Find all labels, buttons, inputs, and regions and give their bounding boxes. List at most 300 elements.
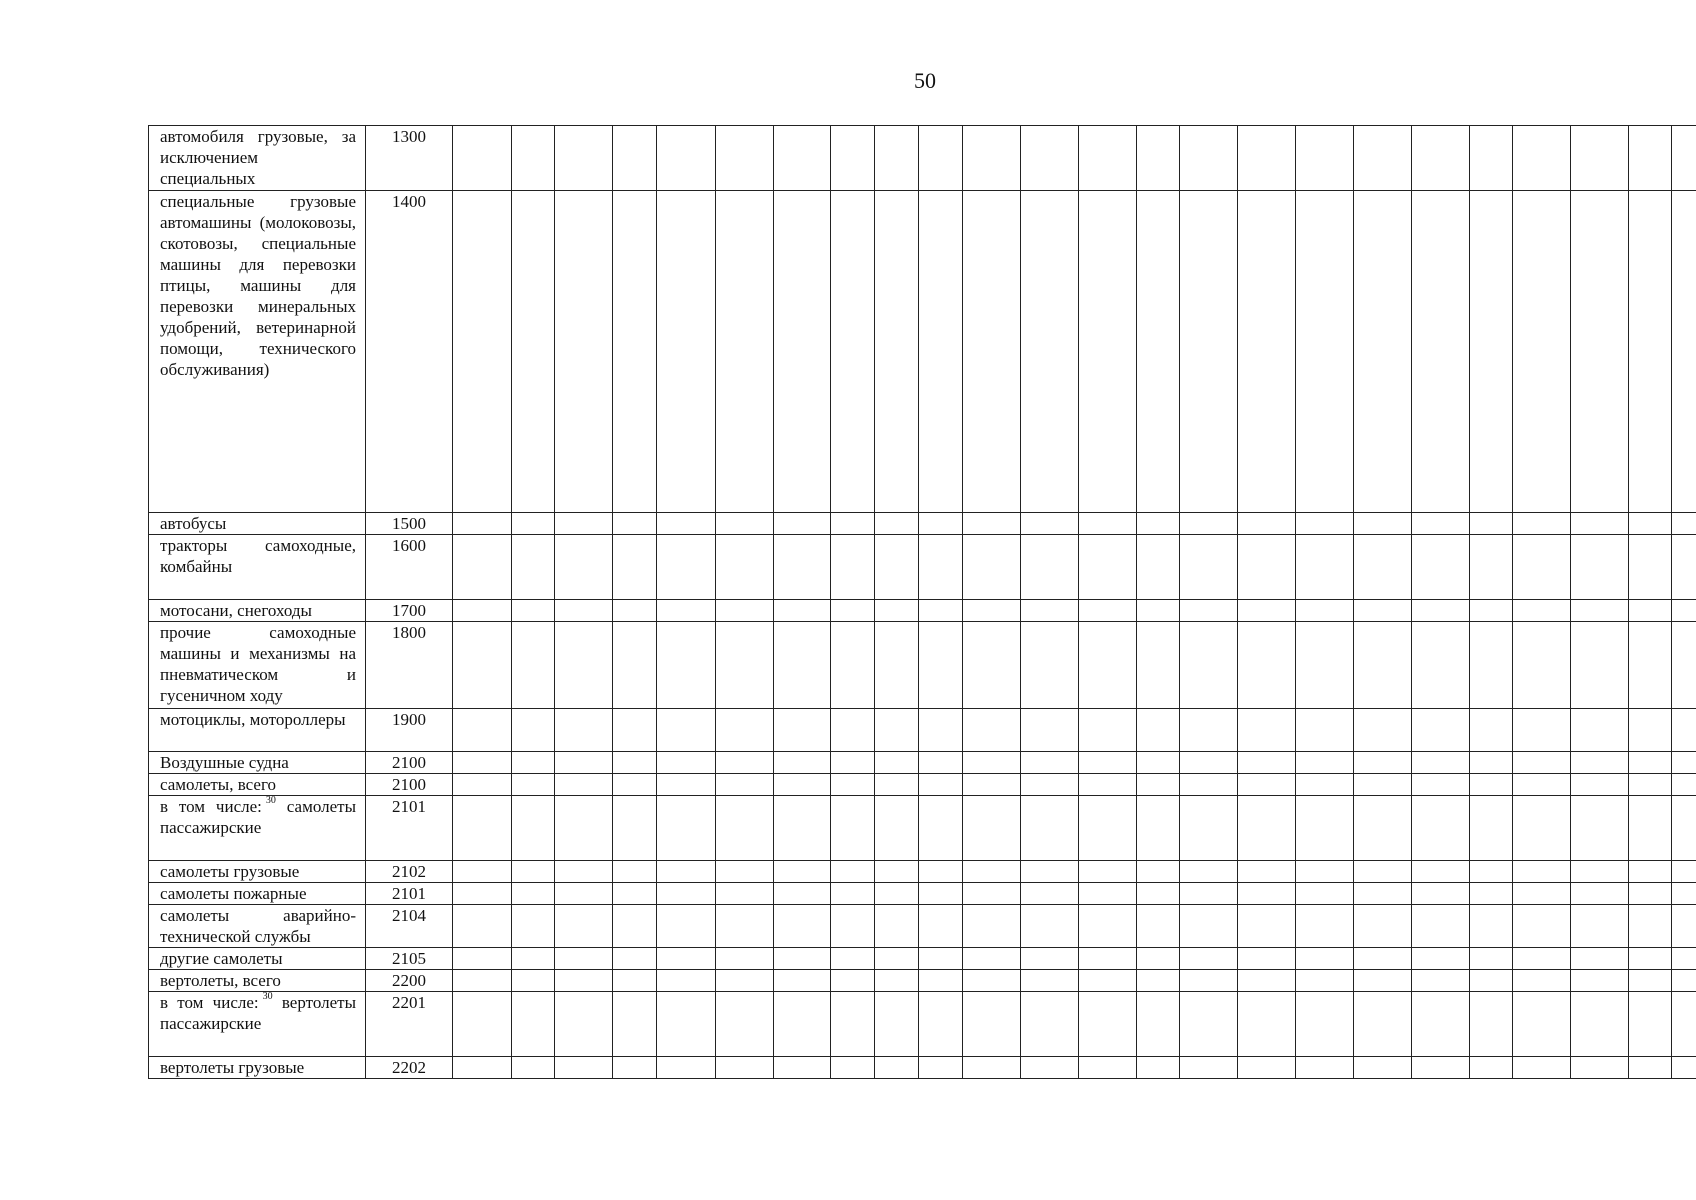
empty-cell[interactable] [512, 709, 555, 752]
empty-cell[interactable] [716, 709, 774, 752]
empty-cell[interactable] [831, 905, 875, 948]
empty-cell[interactable] [1470, 883, 1513, 905]
empty-cell[interactable] [555, 709, 613, 752]
empty-cell[interactable] [963, 600, 1021, 622]
empty-cell[interactable] [774, 752, 831, 774]
empty-cell[interactable] [555, 600, 613, 622]
empty-cell[interactable] [512, 191, 555, 513]
empty-cell[interactable] [1672, 126, 1696, 191]
empty-cell[interactable] [1238, 774, 1296, 796]
empty-cell[interactable] [1672, 1057, 1696, 1079]
empty-cell[interactable] [1296, 752, 1354, 774]
empty-cell[interactable] [1513, 535, 1571, 600]
empty-cell[interactable] [1137, 1057, 1180, 1079]
empty-cell[interactable] [1238, 883, 1296, 905]
empty-cell[interactable] [1180, 970, 1238, 992]
empty-cell[interactable] [1079, 191, 1137, 513]
empty-cell[interactable] [512, 513, 555, 535]
empty-cell[interactable] [1412, 948, 1470, 970]
empty-cell[interactable] [1672, 861, 1696, 883]
empty-cell[interactable] [1354, 861, 1412, 883]
empty-cell[interactable] [1571, 126, 1629, 191]
empty-cell[interactable] [1296, 796, 1354, 861]
empty-cell[interactable] [1412, 796, 1470, 861]
empty-cell[interactable] [1571, 948, 1629, 970]
empty-cell[interactable] [1238, 622, 1296, 709]
empty-cell[interactable] [1354, 796, 1412, 861]
empty-cell[interactable] [512, 126, 555, 191]
empty-cell[interactable] [1137, 513, 1180, 535]
empty-cell[interactable] [919, 774, 963, 796]
empty-cell[interactable] [1021, 622, 1079, 709]
empty-cell[interactable] [1238, 861, 1296, 883]
empty-cell[interactable] [613, 970, 657, 992]
empty-cell[interactable] [919, 970, 963, 992]
empty-cell[interactable] [1412, 126, 1470, 191]
empty-cell[interactable] [1629, 796, 1672, 861]
empty-cell[interactable] [963, 970, 1021, 992]
empty-cell[interactable] [555, 883, 613, 905]
empty-cell[interactable] [1629, 535, 1672, 600]
empty-cell[interactable] [613, 126, 657, 191]
empty-cell[interactable] [875, 709, 919, 752]
empty-cell[interactable] [1571, 861, 1629, 883]
empty-cell[interactable] [657, 796, 716, 861]
empty-cell[interactable] [1470, 752, 1513, 774]
empty-cell[interactable] [716, 126, 774, 191]
empty-cell[interactable] [919, 535, 963, 600]
empty-cell[interactable] [1629, 883, 1672, 905]
empty-cell[interactable] [613, 535, 657, 600]
empty-cell[interactable] [831, 126, 875, 191]
empty-cell[interactable] [831, 191, 875, 513]
empty-cell[interactable] [716, 752, 774, 774]
empty-cell[interactable] [716, 883, 774, 905]
empty-cell[interactable] [1137, 622, 1180, 709]
empty-cell[interactable] [1513, 992, 1571, 1057]
empty-cell[interactable] [1180, 535, 1238, 600]
empty-cell[interactable] [716, 535, 774, 600]
empty-cell[interactable] [1412, 191, 1470, 513]
empty-cell[interactable] [1513, 883, 1571, 905]
empty-cell[interactable] [1137, 752, 1180, 774]
empty-cell[interactable] [453, 709, 512, 752]
empty-cell[interactable] [1672, 709, 1696, 752]
empty-cell[interactable] [512, 861, 555, 883]
empty-cell[interactable] [919, 992, 963, 1057]
empty-cell[interactable] [1412, 622, 1470, 709]
empty-cell[interactable] [1296, 992, 1354, 1057]
empty-cell[interactable] [774, 970, 831, 992]
empty-cell[interactable] [1079, 774, 1137, 796]
empty-cell[interactable] [875, 126, 919, 191]
empty-cell[interactable] [919, 905, 963, 948]
empty-cell[interactable] [1412, 709, 1470, 752]
empty-cell[interactable] [1412, 905, 1470, 948]
empty-cell[interactable] [963, 513, 1021, 535]
empty-cell[interactable] [919, 883, 963, 905]
empty-cell[interactable] [1470, 1057, 1513, 1079]
empty-cell[interactable] [1180, 883, 1238, 905]
empty-cell[interactable] [1672, 622, 1696, 709]
empty-cell[interactable] [1571, 752, 1629, 774]
empty-cell[interactable] [1238, 905, 1296, 948]
empty-cell[interactable] [831, 622, 875, 709]
empty-cell[interactable] [1470, 992, 1513, 1057]
empty-cell[interactable] [875, 513, 919, 535]
empty-cell[interactable] [1238, 970, 1296, 992]
empty-cell[interactable] [1629, 513, 1672, 535]
empty-cell[interactable] [1238, 191, 1296, 513]
empty-cell[interactable] [716, 861, 774, 883]
empty-cell[interactable] [657, 126, 716, 191]
empty-cell[interactable] [657, 774, 716, 796]
empty-cell[interactable] [1238, 796, 1296, 861]
empty-cell[interactable] [875, 861, 919, 883]
empty-cell[interactable] [919, 600, 963, 622]
empty-cell[interactable] [1137, 861, 1180, 883]
empty-cell[interactable] [1180, 752, 1238, 774]
empty-cell[interactable] [613, 752, 657, 774]
empty-cell[interactable] [1296, 883, 1354, 905]
empty-cell[interactable] [1672, 948, 1696, 970]
empty-cell[interactable] [657, 1057, 716, 1079]
empty-cell[interactable] [1137, 796, 1180, 861]
empty-cell[interactable] [1571, 992, 1629, 1057]
empty-cell[interactable] [1629, 861, 1672, 883]
empty-cell[interactable] [716, 774, 774, 796]
empty-cell[interactable] [1470, 774, 1513, 796]
empty-cell[interactable] [1571, 191, 1629, 513]
empty-cell[interactable] [555, 796, 613, 861]
empty-cell[interactable] [963, 535, 1021, 600]
empty-cell[interactable] [512, 883, 555, 905]
empty-cell[interactable] [1180, 513, 1238, 535]
empty-cell[interactable] [1513, 796, 1571, 861]
empty-cell[interactable] [1571, 774, 1629, 796]
empty-cell[interactable] [1180, 905, 1238, 948]
empty-cell[interactable] [1079, 1057, 1137, 1079]
empty-cell[interactable] [1021, 535, 1079, 600]
empty-cell[interactable] [555, 126, 613, 191]
empty-cell[interactable] [831, 861, 875, 883]
empty-cell[interactable] [1137, 191, 1180, 513]
empty-cell[interactable] [1021, 513, 1079, 535]
empty-cell[interactable] [657, 883, 716, 905]
empty-cell[interactable] [716, 970, 774, 992]
empty-cell[interactable] [555, 191, 613, 513]
empty-cell[interactable] [1137, 948, 1180, 970]
empty-cell[interactable] [1021, 992, 1079, 1057]
empty-cell[interactable] [716, 622, 774, 709]
empty-cell[interactable] [716, 905, 774, 948]
empty-cell[interactable] [774, 535, 831, 600]
empty-cell[interactable] [1513, 861, 1571, 883]
empty-cell[interactable] [1079, 796, 1137, 861]
empty-cell[interactable] [1354, 709, 1412, 752]
empty-cell[interactable] [512, 992, 555, 1057]
empty-cell[interactable] [1470, 622, 1513, 709]
empty-cell[interactable] [875, 948, 919, 970]
empty-cell[interactable] [1238, 126, 1296, 191]
empty-cell[interactable] [1672, 883, 1696, 905]
empty-cell[interactable] [774, 191, 831, 513]
empty-cell[interactable] [1354, 622, 1412, 709]
empty-cell[interactable] [1137, 600, 1180, 622]
empty-cell[interactable] [1079, 513, 1137, 535]
empty-cell[interactable] [613, 513, 657, 535]
empty-cell[interactable] [1470, 513, 1513, 535]
empty-cell[interactable] [512, 796, 555, 861]
empty-cell[interactable] [1021, 774, 1079, 796]
empty-cell[interactable] [1180, 600, 1238, 622]
empty-cell[interactable] [1571, 883, 1629, 905]
empty-cell[interactable] [1238, 992, 1296, 1057]
empty-cell[interactable] [453, 774, 512, 796]
empty-cell[interactable] [1470, 861, 1513, 883]
empty-cell[interactable] [1180, 191, 1238, 513]
empty-cell[interactable] [1470, 600, 1513, 622]
empty-cell[interactable] [716, 992, 774, 1057]
empty-cell[interactable] [613, 948, 657, 970]
empty-cell[interactable] [1296, 126, 1354, 191]
empty-cell[interactable] [1180, 861, 1238, 883]
empty-cell[interactable] [555, 948, 613, 970]
empty-cell[interactable] [774, 126, 831, 191]
empty-cell[interactable] [875, 796, 919, 861]
empty-cell[interactable] [1296, 622, 1354, 709]
empty-cell[interactable] [1021, 905, 1079, 948]
empty-cell[interactable] [453, 513, 512, 535]
empty-cell[interactable] [657, 622, 716, 709]
empty-cell[interactable] [453, 796, 512, 861]
empty-cell[interactable] [1079, 948, 1137, 970]
empty-cell[interactable] [716, 513, 774, 535]
empty-cell[interactable] [1354, 992, 1412, 1057]
empty-cell[interactable] [875, 752, 919, 774]
empty-cell[interactable] [919, 948, 963, 970]
empty-cell[interactable] [1513, 774, 1571, 796]
empty-cell[interactable] [657, 905, 716, 948]
empty-cell[interactable] [1672, 535, 1696, 600]
empty-cell[interactable] [453, 191, 512, 513]
empty-cell[interactable] [613, 992, 657, 1057]
empty-cell[interactable] [1021, 861, 1079, 883]
empty-cell[interactable] [453, 1057, 512, 1079]
empty-cell[interactable] [875, 883, 919, 905]
empty-cell[interactable] [453, 126, 512, 191]
empty-cell[interactable] [875, 622, 919, 709]
empty-cell[interactable] [1470, 796, 1513, 861]
empty-cell[interactable] [1238, 948, 1296, 970]
empty-cell[interactable] [613, 191, 657, 513]
empty-cell[interactable] [1238, 513, 1296, 535]
empty-cell[interactable] [453, 992, 512, 1057]
empty-cell[interactable] [1180, 709, 1238, 752]
empty-cell[interactable] [1672, 513, 1696, 535]
empty-cell[interactable] [1354, 948, 1412, 970]
empty-cell[interactable] [1238, 1057, 1296, 1079]
empty-cell[interactable] [774, 709, 831, 752]
empty-cell[interactable] [613, 1057, 657, 1079]
empty-cell[interactable] [1513, 126, 1571, 191]
empty-cell[interactable] [919, 1057, 963, 1079]
empty-cell[interactable] [774, 774, 831, 796]
empty-cell[interactable] [963, 992, 1021, 1057]
empty-cell[interactable] [1629, 709, 1672, 752]
empty-cell[interactable] [963, 905, 1021, 948]
empty-cell[interactable] [1513, 905, 1571, 948]
empty-cell[interactable] [1354, 1057, 1412, 1079]
empty-cell[interactable] [774, 600, 831, 622]
empty-cell[interactable] [1137, 905, 1180, 948]
empty-cell[interactable] [1296, 535, 1354, 600]
empty-cell[interactable] [1180, 1057, 1238, 1079]
empty-cell[interactable] [774, 796, 831, 861]
empty-cell[interactable] [1354, 600, 1412, 622]
empty-cell[interactable] [831, 883, 875, 905]
empty-cell[interactable] [831, 535, 875, 600]
empty-cell[interactable] [831, 970, 875, 992]
empty-cell[interactable] [453, 622, 512, 709]
empty-cell[interactable] [1513, 709, 1571, 752]
empty-cell[interactable] [1629, 600, 1672, 622]
empty-cell[interactable] [453, 861, 512, 883]
empty-cell[interactable] [555, 752, 613, 774]
empty-cell[interactable] [831, 1057, 875, 1079]
empty-cell[interactable] [657, 970, 716, 992]
empty-cell[interactable] [555, 970, 613, 992]
empty-cell[interactable] [963, 883, 1021, 905]
empty-cell[interactable] [1354, 905, 1412, 948]
empty-cell[interactable] [1571, 535, 1629, 600]
empty-cell[interactable] [1470, 709, 1513, 752]
empty-cell[interactable] [1470, 948, 1513, 970]
empty-cell[interactable] [1672, 796, 1696, 861]
empty-cell[interactable] [1079, 992, 1137, 1057]
empty-cell[interactable] [512, 948, 555, 970]
empty-cell[interactable] [875, 535, 919, 600]
empty-cell[interactable] [1412, 535, 1470, 600]
empty-cell[interactable] [1672, 752, 1696, 774]
empty-cell[interactable] [1079, 905, 1137, 948]
empty-cell[interactable] [555, 535, 613, 600]
empty-cell[interactable] [919, 513, 963, 535]
empty-cell[interactable] [831, 948, 875, 970]
empty-cell[interactable] [1571, 796, 1629, 861]
empty-cell[interactable] [963, 752, 1021, 774]
empty-cell[interactable] [1296, 600, 1354, 622]
empty-cell[interactable] [716, 948, 774, 970]
empty-cell[interactable] [919, 191, 963, 513]
empty-cell[interactable] [1571, 622, 1629, 709]
empty-cell[interactable] [963, 622, 1021, 709]
empty-cell[interactable] [1412, 513, 1470, 535]
empty-cell[interactable] [1629, 992, 1672, 1057]
empty-cell[interactable] [1296, 861, 1354, 883]
empty-cell[interactable] [831, 992, 875, 1057]
empty-cell[interactable] [453, 883, 512, 905]
empty-cell[interactable] [613, 622, 657, 709]
empty-cell[interactable] [875, 992, 919, 1057]
empty-cell[interactable] [1021, 709, 1079, 752]
empty-cell[interactable] [555, 774, 613, 796]
empty-cell[interactable] [1021, 970, 1079, 992]
empty-cell[interactable] [512, 535, 555, 600]
empty-cell[interactable] [875, 905, 919, 948]
empty-cell[interactable] [512, 1057, 555, 1079]
empty-cell[interactable] [555, 905, 613, 948]
empty-cell[interactable] [1238, 600, 1296, 622]
empty-cell[interactable] [555, 861, 613, 883]
empty-cell[interactable] [774, 948, 831, 970]
empty-cell[interactable] [1629, 752, 1672, 774]
empty-cell[interactable] [716, 796, 774, 861]
empty-cell[interactable] [1571, 970, 1629, 992]
empty-cell[interactable] [657, 992, 716, 1057]
empty-cell[interactable] [1079, 622, 1137, 709]
empty-cell[interactable] [716, 600, 774, 622]
empty-cell[interactable] [1513, 1057, 1571, 1079]
empty-cell[interactable] [919, 622, 963, 709]
empty-cell[interactable] [453, 970, 512, 992]
empty-cell[interactable] [1021, 191, 1079, 513]
empty-cell[interactable] [875, 1057, 919, 1079]
empty-cell[interactable] [1137, 992, 1180, 1057]
empty-cell[interactable] [1354, 752, 1412, 774]
empty-cell[interactable] [774, 1057, 831, 1079]
empty-cell[interactable] [1629, 774, 1672, 796]
empty-cell[interactable] [1021, 1057, 1079, 1079]
empty-cell[interactable] [774, 992, 831, 1057]
empty-cell[interactable] [1180, 992, 1238, 1057]
empty-cell[interactable] [657, 752, 716, 774]
empty-cell[interactable] [512, 774, 555, 796]
empty-cell[interactable] [774, 622, 831, 709]
empty-cell[interactable] [1470, 191, 1513, 513]
empty-cell[interactable] [1354, 126, 1412, 191]
empty-cell[interactable] [613, 905, 657, 948]
empty-cell[interactable] [919, 796, 963, 861]
empty-cell[interactable] [1137, 126, 1180, 191]
empty-cell[interactable] [1571, 905, 1629, 948]
empty-cell[interactable] [875, 191, 919, 513]
empty-cell[interactable] [1571, 513, 1629, 535]
empty-cell[interactable] [1513, 622, 1571, 709]
empty-cell[interactable] [1513, 752, 1571, 774]
empty-cell[interactable] [774, 513, 831, 535]
empty-cell[interactable] [1079, 752, 1137, 774]
empty-cell[interactable] [919, 126, 963, 191]
empty-cell[interactable] [1296, 905, 1354, 948]
empty-cell[interactable] [453, 600, 512, 622]
empty-cell[interactable] [875, 600, 919, 622]
empty-cell[interactable] [716, 1057, 774, 1079]
empty-cell[interactable] [512, 905, 555, 948]
empty-cell[interactable] [1571, 600, 1629, 622]
empty-cell[interactable] [1629, 948, 1672, 970]
empty-cell[interactable] [1079, 709, 1137, 752]
empty-cell[interactable] [1412, 752, 1470, 774]
empty-cell[interactable] [1629, 191, 1672, 513]
empty-cell[interactable] [613, 796, 657, 861]
empty-cell[interactable] [831, 709, 875, 752]
empty-cell[interactable] [1079, 883, 1137, 905]
empty-cell[interactable] [1513, 970, 1571, 992]
empty-cell[interactable] [875, 774, 919, 796]
empty-cell[interactable] [657, 861, 716, 883]
empty-cell[interactable] [1629, 1057, 1672, 1079]
